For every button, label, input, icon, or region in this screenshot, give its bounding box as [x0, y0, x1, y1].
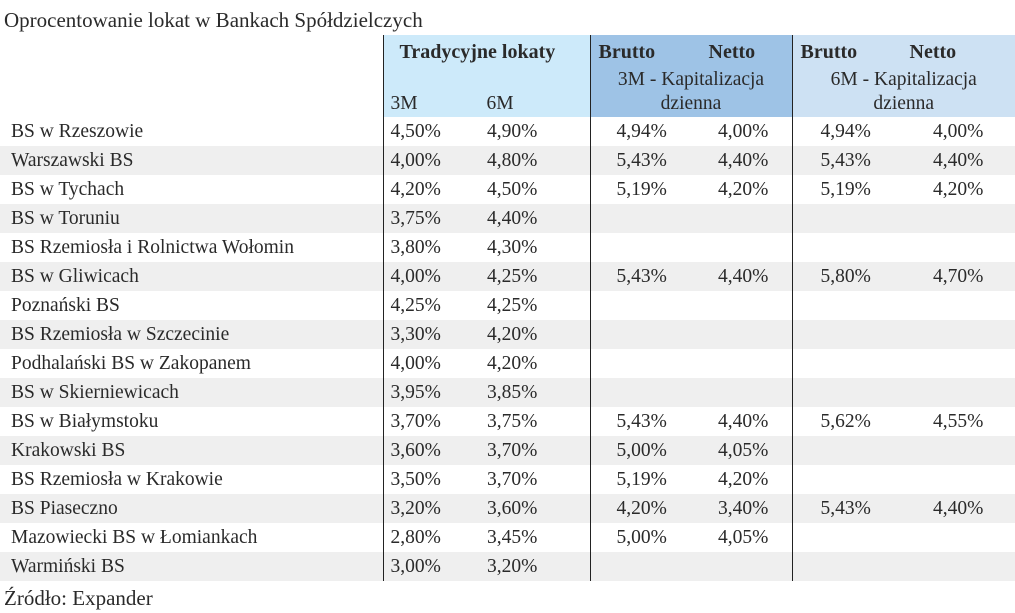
rate-3m-netto: [692, 204, 792, 233]
rate-3m-brutto: 5,19%: [590, 175, 692, 204]
bank-name: BS Rzemiosła i Rolnictwa Wołomin: [0, 233, 383, 262]
rate-3m-brutto: [590, 204, 692, 233]
rate-6m-brutto: 4,94%: [792, 117, 899, 146]
rate-3m: 4,25%: [383, 291, 479, 320]
rate-3m-netto: 4,20%: [692, 175, 792, 204]
rate-6m: 3,45%: [479, 523, 590, 552]
bank-name: BS w Rzeszowie: [0, 117, 383, 146]
rate-6m-netto: [899, 465, 1015, 494]
header-traditional-deposits: [383, 35, 590, 117]
rate-6m-netto: [899, 291, 1015, 320]
rate-3m-brutto: [590, 552, 692, 581]
bank-name: Poznański BS: [0, 291, 383, 320]
rate-6m-brutto: [792, 349, 899, 378]
rate-3m-netto: 4,05%: [692, 436, 792, 465]
table-row: [0, 117, 1015, 146]
rate-6m-netto: [899, 204, 1015, 233]
rate-6m-brutto: 5,43%: [792, 494, 899, 523]
rate-3m: 3,80%: [383, 233, 479, 262]
rate-3m-brutto: [590, 233, 692, 262]
table-row: [0, 436, 1015, 465]
header-6m-daily-capitalization: [792, 35, 1015, 117]
rate-3m: 3,50%: [383, 465, 479, 494]
rate-3m-brutto: 5,43%: [590, 262, 692, 291]
rate-6m: 3,70%: [479, 436, 590, 465]
rate-6m-brutto: [792, 436, 899, 465]
rate-6m: 4,20%: [479, 349, 590, 378]
table-body: [0, 117, 1015, 581]
rate-6m-netto: [899, 552, 1015, 581]
rate-6m: 4,50%: [479, 175, 590, 204]
rate-3m-brutto: 4,20%: [590, 494, 692, 523]
rate-3m-brutto: 4,94%: [590, 117, 692, 146]
rate-3m: 4,00%: [383, 262, 479, 291]
rate-6m-brutto: 5,19%: [792, 175, 899, 204]
table-row: [0, 320, 1015, 349]
bank-name: BS w Tychach: [0, 175, 383, 204]
rate-3m-brutto: [590, 378, 692, 407]
rate-6m-brutto: [792, 233, 899, 262]
rate-3m: 3,00%: [383, 552, 479, 581]
table-row: [0, 465, 1015, 494]
rate-6m: 3,20%: [479, 552, 590, 581]
rate-3m-netto: 4,20%: [692, 465, 792, 494]
rate-3m-netto: 4,40%: [692, 146, 792, 175]
header-3m-capitalization-line1: 3M - Kapitalizacja: [617, 69, 765, 90]
rate-6m-brutto: 5,62%: [792, 407, 899, 436]
rate-6m-brutto: [792, 523, 899, 552]
rate-3m-brutto: [590, 320, 692, 349]
bank-name: BS Piaseczno: [0, 494, 383, 523]
rate-6m-brutto: 5,43%: [792, 146, 899, 175]
rate-6m-brutto: [792, 204, 899, 233]
rate-3m: 3,75%: [383, 204, 479, 233]
rate-6m-brutto: 5,80%: [792, 262, 899, 291]
rate-6m-brutto: [792, 291, 899, 320]
bank-name: Warszawski BS: [0, 146, 383, 175]
rate-3m-brutto: 5,00%: [590, 523, 692, 552]
rate-3m: 2,80%: [383, 523, 479, 552]
rate-3m-netto: 4,05%: [692, 523, 792, 552]
header-6m-label: 6M: [486, 93, 514, 114]
header-6m-brutto: Brutto: [800, 41, 858, 63]
rate-6m: 4,25%: [479, 291, 590, 320]
table-row: [0, 262, 1015, 291]
table-row: [0, 407, 1015, 436]
rate-3m-brutto: 5,43%: [590, 146, 692, 175]
header-3m-netto: Netto: [708, 41, 756, 63]
rate-6m-netto: 4,70%: [899, 262, 1015, 291]
rate-6m-netto: [899, 349, 1015, 378]
table-row: [0, 494, 1015, 523]
table-header-row: [0, 35, 1015, 117]
rate-3m: 4,20%: [383, 175, 479, 204]
bank-name: BS w Skierniewicach: [0, 378, 383, 407]
rate-3m-netto: [692, 552, 792, 581]
rate-6m: 4,90%: [479, 117, 590, 146]
bank-name: Warmiński BS: [0, 552, 383, 581]
rate-6m-netto: [899, 523, 1015, 552]
table-row: [0, 175, 1015, 204]
table-row: [0, 204, 1015, 233]
rate-6m-brutto: [792, 552, 899, 581]
header-3m-capitalization-line2: dzienna: [660, 93, 722, 114]
rate-6m-brutto: [792, 465, 899, 494]
deposit-rates-table: [0, 35, 1015, 581]
header-bank-cell: [0, 35, 383, 117]
bank-name: Podhalański BS w Zakopanem: [0, 349, 383, 378]
rate-6m-netto: 4,00%: [899, 117, 1015, 146]
rate-6m: 3,85%: [479, 378, 590, 407]
rate-6m-netto: [899, 436, 1015, 465]
rate-3m-brutto: [590, 349, 692, 378]
rate-6m: 3,70%: [479, 465, 590, 494]
bank-name: BS w Białymstoku: [0, 407, 383, 436]
header-traditional-title: Tradycyjne lokaty: [399, 41, 556, 63]
header-6m-capitalization-line2: dzienna: [873, 93, 935, 114]
header-6m-netto: Netto: [909, 41, 957, 63]
rate-3m-netto: 4,00%: [692, 117, 792, 146]
table-row: [0, 291, 1015, 320]
rate-6m: 4,80%: [479, 146, 590, 175]
bank-name: BS Rzemiosła w Szczecinie: [0, 320, 383, 349]
rate-6m: 3,75%: [479, 407, 590, 436]
rate-3m: 4,00%: [383, 146, 479, 175]
rate-3m-brutto: [590, 291, 692, 320]
table-row: [0, 552, 1015, 581]
rate-3m-netto: [692, 378, 792, 407]
bank-name: BS w Gliwicach: [0, 262, 383, 291]
rate-3m: 3,60%: [383, 436, 479, 465]
rate-3m: 3,95%: [383, 378, 479, 407]
rate-3m-netto: 4,40%: [692, 407, 792, 436]
header-3m-label: 3M: [390, 93, 418, 114]
rate-6m-netto: 4,40%: [899, 146, 1015, 175]
rate-6m-netto: 4,40%: [899, 494, 1015, 523]
bank-name: Mazowiecki BS w Łomiankach: [0, 523, 383, 552]
rate-3m-brutto: 5,43%: [590, 407, 692, 436]
rate-6m-netto: 4,55%: [899, 407, 1015, 436]
rate-6m: 4,20%: [479, 320, 590, 349]
rate-6m-brutto: [792, 320, 899, 349]
rate-6m: 4,25%: [479, 262, 590, 291]
rate-6m: 4,30%: [479, 233, 590, 262]
rate-3m: 4,50%: [383, 117, 479, 146]
bank-name: Krakowski BS: [0, 436, 383, 465]
document-title: Oprocentowanie lokat w Bankach Spółdzielczych: [4, 8, 423, 32]
rate-3m-brutto: 5,19%: [590, 465, 692, 494]
rate-6m-netto: 4,20%: [899, 175, 1015, 204]
rate-3m: 3,20%: [383, 494, 479, 523]
rate-3m-brutto: 5,00%: [590, 436, 692, 465]
rate-3m-netto: [692, 233, 792, 262]
bank-name: BS Rzemiosła w Krakowie: [0, 465, 383, 494]
rate-3m-netto: [692, 320, 792, 349]
rate-6m-brutto: [792, 378, 899, 407]
header-3m-daily-capitalization: [590, 35, 792, 117]
rate-6m: 4,40%: [479, 204, 590, 233]
table-row: [0, 146, 1015, 175]
rate-3m-netto: [692, 291, 792, 320]
rate-6m-netto: [899, 378, 1015, 407]
header-6m-capitalization-line1: 6M - Kapitalizacja: [830, 69, 977, 90]
source-note: Źródło: Expander: [4, 586, 153, 610]
table-row: [0, 233, 1015, 262]
rate-3m-netto: 4,40%: [692, 262, 792, 291]
rate-3m-netto: 3,40%: [692, 494, 792, 523]
rate-6m-netto: [899, 320, 1015, 349]
rate-6m-netto: [899, 233, 1015, 262]
bank-name: BS w Toruniu: [0, 204, 383, 233]
table-row: [0, 349, 1015, 378]
rate-3m: 3,30%: [383, 320, 479, 349]
table-row: [0, 378, 1015, 407]
header-3m-brutto: Brutto: [598, 41, 656, 63]
rate-3m-netto: [692, 349, 792, 378]
rate-3m: 4,00%: [383, 349, 479, 378]
table-row: [0, 523, 1015, 552]
rate-6m: 3,60%: [479, 494, 590, 523]
rate-3m: 3,70%: [383, 407, 479, 436]
